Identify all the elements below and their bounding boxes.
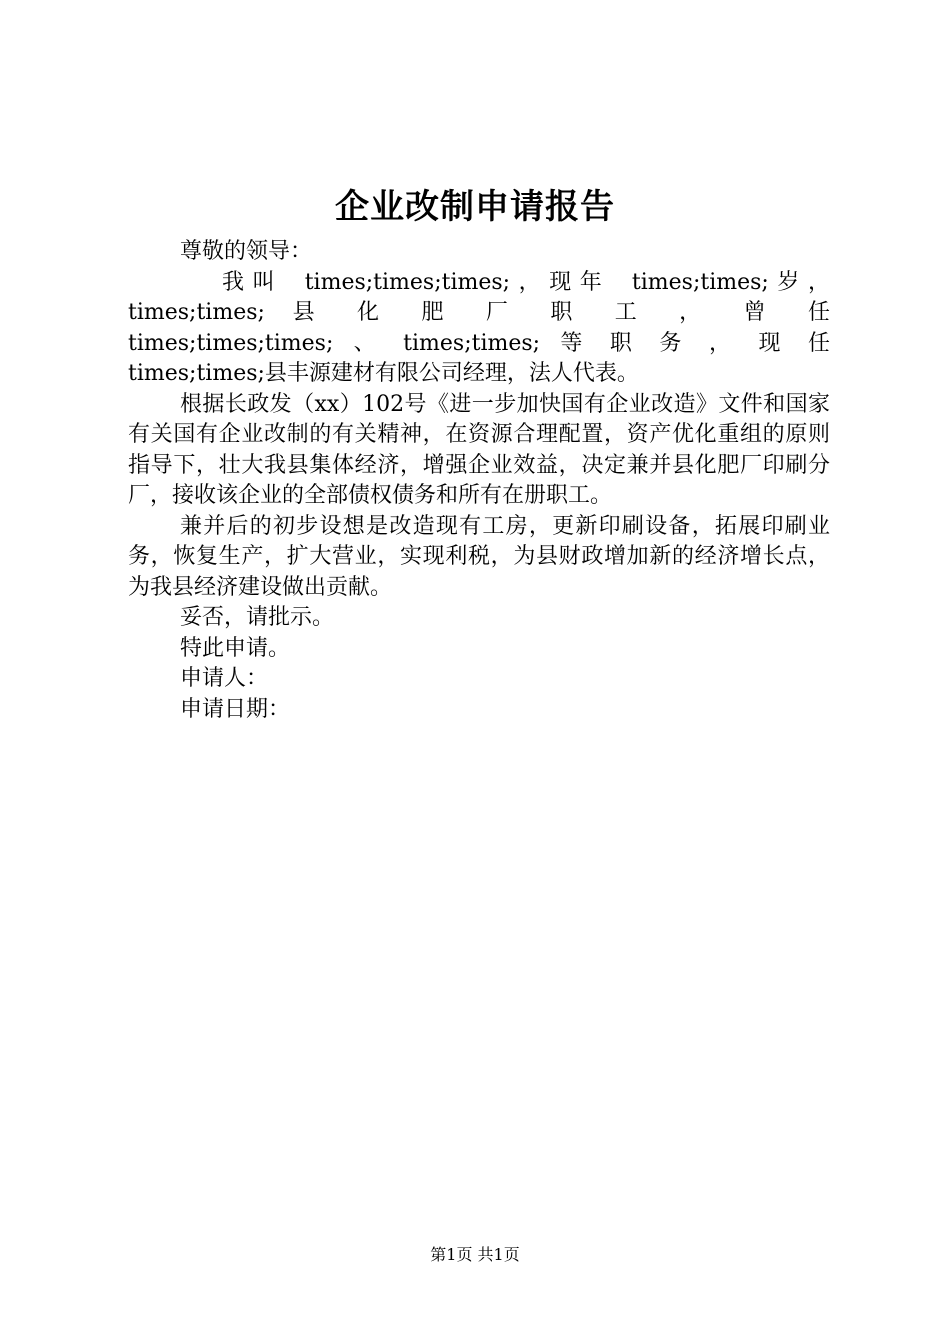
paragraph-2: 根据长政发（xx）102号《进一步加快国有企业改造》文件和国家有关国有企业改制的有关精神，在资源合理配置，资产优化重组的原则指导下，壮大我县集体经济，增强企业效益，决定兼并县化肥厂印刷分厂，接收该企业的全部债权债务和所有在册职工。 bbox=[128, 391, 830, 508]
applicant-line: 申请人： bbox=[180, 666, 269, 691]
date-line: 申请日期： bbox=[180, 696, 291, 722]
paragraph-1-line-4: times;times;县丰源建材有限公司经理，法人代表。 bbox=[128, 361, 639, 386]
request-line: 特此申请。 bbox=[180, 635, 291, 661]
salutation: 尊敬的领导： bbox=[180, 239, 313, 264]
approval-line: 妥否，请批示。 bbox=[180, 605, 335, 630]
paragraph-3: 兼并后的初步设想是改造现有工房，更新印刷设备，拓展印刷业务，恢复生产，扩大营业，实现利税，为县财政增加新的经济增长点，为我县经济建设做出贡献。 bbox=[128, 513, 830, 600]
paragraph-1-line-1: 我叫 times;times;times;，现年 times;times;岁， bbox=[222, 269, 830, 295]
page-footer: 第1页 共1页 bbox=[430, 1245, 520, 1264]
paragraph-1-line-2: times;times; 县 化 肥 厂 职 工 ， 曾 任 bbox=[128, 300, 830, 325]
document-body bbox=[128, 237, 830, 725]
paragraph-1-line-3: times;times;times; 、 times;times; 等 职 务 ， 现 任 bbox=[128, 330, 830, 356]
document-title: 企业改制申请报告 bbox=[335, 187, 615, 227]
